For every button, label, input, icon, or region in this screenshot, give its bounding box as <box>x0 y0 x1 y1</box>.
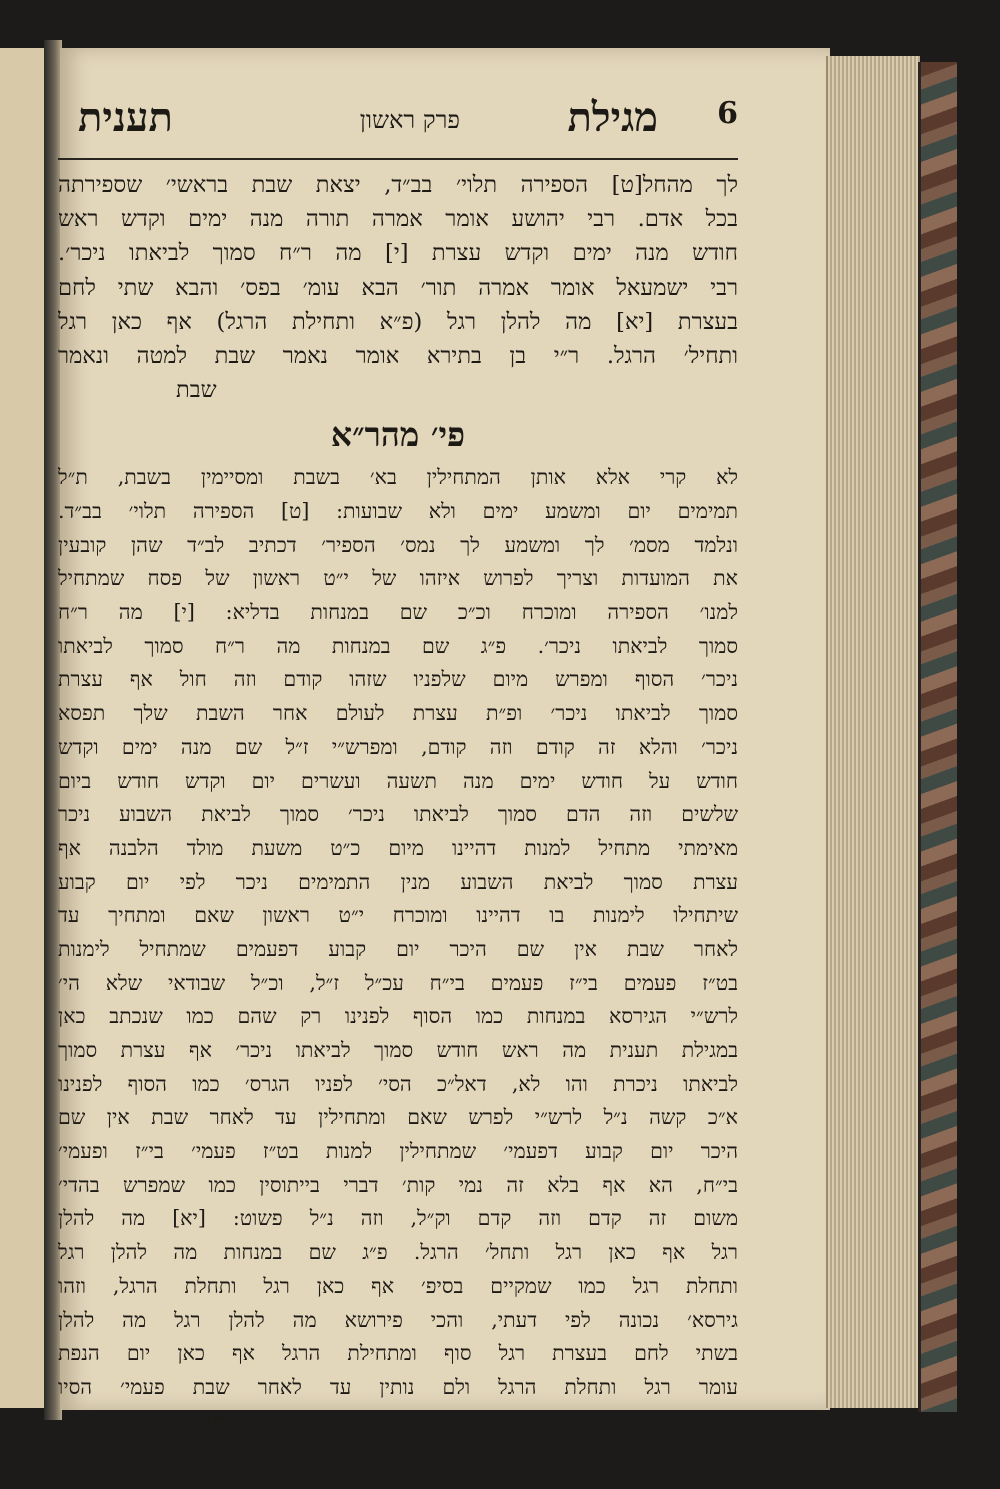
running-header <box>58 92 738 160</box>
commentary-line: מאימתי מתחיל למנות דהיינו מיום כ״ט משעת מולד הלבנה אף <box>58 835 738 860</box>
chapter-label: פרק ראשון <box>359 106 460 134</box>
commentary-line: בי״ח, הא אף בלא זה נמי קות׳ דברי בייתוסין כמו שמפרש בהדי׳ <box>58 1172 738 1197</box>
commentary-line: עצרת סמוך לביאת השבוע מנין התמימים ניכר לפי יום קבוע <box>58 869 738 894</box>
main-text <box>58 168 738 407</box>
commentary-line: ניכר׳ הסוף ומפרש מיום שלפניו שזהו קודם וזה חול אף עצרת <box>58 667 738 692</box>
commentary-line: א״כ קשה נ״ל לרש״י לפרש שאם ומתחילין עד לאחר שבת אין שם <box>58 1105 738 1130</box>
page-content <box>58 92 738 1438</box>
commentary-line: לאחר שבת אין שם היכר יום קבוע דפעמים שמתחיל לימנות <box>58 936 738 961</box>
commentary-line: בט״ז פעמים בי״ז פעמים בי״ח עכ״ל ז״ל, וכ״ל שבודאי שלא הי׳ <box>58 970 738 995</box>
header-title-right: מגילת <box>567 94 658 141</box>
commentary-line: לא קרי אלא אותן המתחילין בא׳ בשבת ומסיימין בשבת, ת״ל <box>58 465 738 490</box>
main-text-line: בכל אדם. רבי יהושע אומר אמרה תורה מנה ימים וקדש ראש <box>58 206 738 233</box>
commentary-line: עומר רגל ותחלת הרגל ולם נותין עד לאחר שבת פעמי׳ הסיו <box>58 1374 738 1399</box>
commentary-text <box>58 461 738 1438</box>
main-text-line: לך מהחל[ט] הספירה תלוי׳ בב״ד, יצאת שבת בראשי׳ שספירתה <box>58 172 738 198</box>
commentary-line: רגל אף כאן רגל ותחל׳ הרגל. פ״ג שם במנחות מה להלן רגל <box>58 1240 738 1265</box>
marbled-cover <box>918 62 957 1412</box>
commentary-line: ונלמד מסמ׳ לך ומשמע לך נמס׳ הספיר׳ דכתיב לב״ד שהן קובעין <box>58 532 738 557</box>
main-text-line: חודש מנה ימים וקדש עצרת [י] מה ר״ח סמוך לביאתו ניכר׳. <box>58 240 738 267</box>
main-text-line: ותחיל׳ הרגל. ר״י בן בתירא אומר נאמר שבת למטה ונאמר <box>58 342 738 369</box>
commentary-line: לביאתו ניכרת והו לא, דאל״כ הסי׳ לפניו הגרס׳ כמו הסוף לפנינו <box>58 1071 738 1096</box>
commentary-line: את המועדות וצריך לפרוש איזהו של י״ט ראשון של פסח שמתחיל <box>58 566 738 591</box>
commentary-catchword: בחי׳ <box>195 1408 228 1433</box>
commentary-line: ניכר׳ והלא זה קודם וזה קודם, ומפרש״י ז״ל שם מנה ימים וקדש <box>58 734 738 759</box>
commentary-line: גירסא׳ נכונה לפי דעתי, והכי פירושא מה להלן רגל מה להלן <box>58 1307 738 1332</box>
commentary-line: היכר יום קבוע דפעמי׳ שמתחילין למנות בט״ז פעמי׳ בי״ז ופעמי׳ <box>58 1139 738 1164</box>
commentary-line: במגילת תענית מה ראש חודש סמוך לביאתו ניכר׳ אף עצרת סמוך <box>58 1038 738 1062</box>
commentary-line: בשתי לחם בעצרת רגל סוף ומתחילת הרגל אף כאן יום הנפת <box>58 1341 738 1366</box>
main-text-line: בעצרת [יא] מה להלן רגל (פ״א ותחילת הרגל) אף כאן רגל <box>58 308 738 335</box>
commentary-line: ותחלת רגל כמו שמקיים בסיפ׳ אף כאן רגל ותחלת הרגל, וזהו <box>58 1273 738 1298</box>
commentary-line: תמימים יום ומשמע ימים ולא שבועות: [ט] הספירה תלוי׳ בב״ד. <box>58 499 738 523</box>
commentary-line: משום זה קדם וזה קדם וק״ל, וזה נ״ל פשוט: [יא] מה להלן <box>58 1206 738 1231</box>
commentary-line: סמוך לביאתו ניכר׳ ופ״ת עצרת לעולם אחר השבת שלך תפסא <box>58 701 738 726</box>
commentary-line: לרש״י הגירסא במנחות כמו הסוף לפנינו רק שהם כמו שנכתב כאן <box>58 1004 738 1029</box>
page-edges <box>826 56 920 1408</box>
commentary-line: חודש על חודש ימים מנה תשעה ועשרים יום וקדש חודש ביום <box>58 768 738 793</box>
main-catchword: שבת <box>176 377 217 404</box>
commentary-line: שיתחילו לימנות בו דהיינו ומוכרח י״ט ראשון שאם ומתחיך עד <box>58 903 738 928</box>
header-title-left: תענית <box>78 94 173 141</box>
commentary-title: פי׳ מהר״א <box>330 415 466 455</box>
commentary-line: שלשים וזה הדם סמוך לביאתו ניכר׳ סמוך לביאת השבוע ניכר <box>58 802 738 827</box>
page-number: 6 <box>717 96 738 131</box>
commentary-line: למנו׳ הספירה ומוכרח וכ״כ שם במנחות בדליא: [י] מה ר״ח <box>58 600 738 625</box>
main-text-line: רבי ישמעאל אומר אמרה תור׳ הבא עומ׳ בפס׳ והבא שתי לחם <box>58 274 738 301</box>
commentary-line: סמוך לביאתו ניכר׳. פ״ג שם במנחות מה ר״ח סמוך לביאתו <box>58 633 738 658</box>
